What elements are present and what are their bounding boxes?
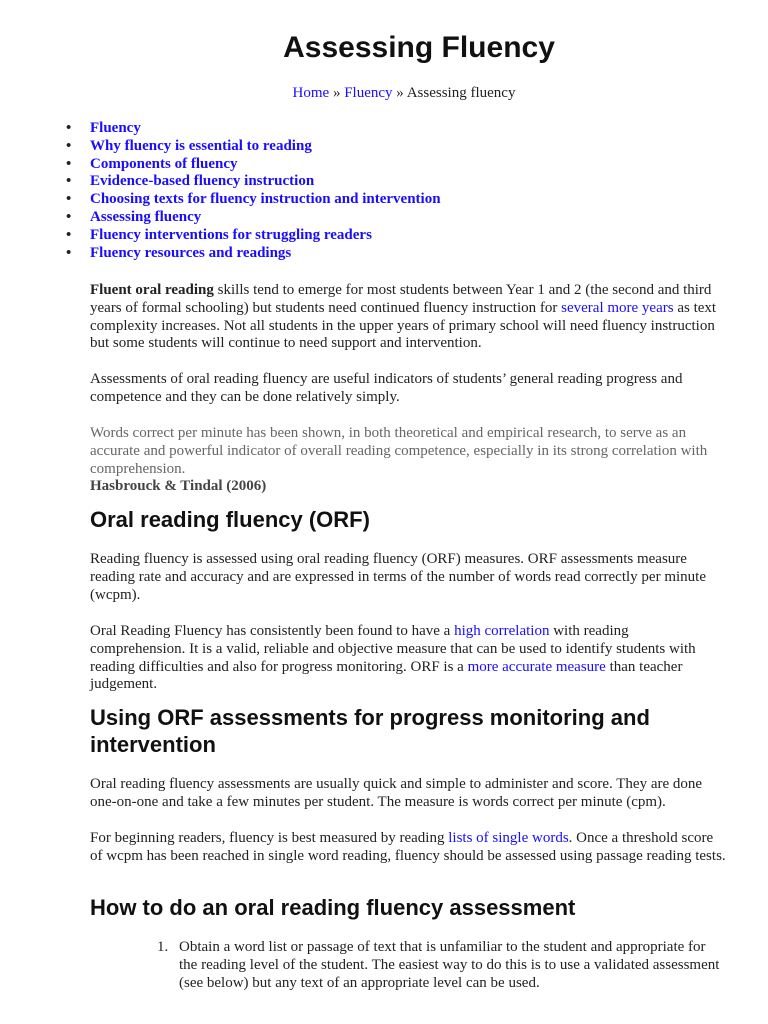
step-item: [157, 939, 724, 992]
orf-text: with reading comprehension. It is a valid, reliable and objective measure that can be used to identify students with reading difficulties and also for progress monitoring. ORF is a: [90, 623, 696, 675]
several-more-years-link[interactable]: several more years: [561, 299, 674, 316]
high-correlation-link[interactable]: high correlation: [454, 623, 550, 639]
section-nav: [66, 120, 441, 262]
quote-citation: Hasbrouck & Tindal (2006): [90, 478, 267, 495]
more-accurate-measure-link[interactable]: more accurate measure: [467, 658, 606, 675]
bullet-icon: •: [66, 120, 72, 136]
page-title: Assessing Fluency: [283, 31, 555, 64]
nav-item: [66, 244, 441, 263]
using-text: For beginning readers, fluency is best measured by reading: [90, 830, 449, 846]
nav-item: [66, 155, 441, 174]
orf-paragraph-1: [90, 551, 726, 604]
bullet-icon: •: [66, 191, 72, 208]
orf-text: than teacher judgement.: [90, 658, 683, 693]
bullet-icon: •: [66, 137, 72, 154]
quote-block: [90, 425, 726, 496]
step-number: 1.: [157, 939, 169, 955]
bullet-icon: •: [66, 155, 72, 172]
nav-item: [66, 208, 441, 227]
bullet-icon: •: [66, 244, 72, 261]
using-text: . Once a threshold score of wcpm has been reached in single word reading, fluency should be assessed using passage reading tests.: [90, 830, 726, 864]
orf-text: Reading fluency is assessed using oral reading fluency (ORF) measures. ORF assessments measure reading rate and accuracy and are expressed in terms of the number of words read correctly per minute (wcpm).: [90, 551, 706, 603]
nav-link-fluency[interactable]: Fluency: [90, 120, 141, 136]
breadcrumb: [0, 84, 768, 102]
nav-link-interventions[interactable]: Fluency interventions for struggling readers: [90, 226, 372, 243]
breadcrumb-current: Assessing fluency: [406, 85, 516, 101]
breadcrumb-separator: »: [329, 85, 345, 101]
using-paragraph-1: [90, 776, 726, 812]
intro-paragraph: [90, 282, 726, 353]
nav-link-components[interactable]: Components of fluency: [90, 155, 238, 172]
bullet-icon: •: [66, 173, 72, 190]
breadcrumb-fluency-link[interactable]: Fluency: [344, 85, 393, 101]
quote-text: Words correct per minute has been shown, in both theoretical and empirical research, to serve as an accurate and powerful indicator of overall reading competence, especially in its strong correlation with comprehension.: [90, 425, 708, 477]
nav-link-resources[interactable]: Fluency resources and readings: [90, 244, 292, 261]
using-text: Oral reading fluency assessments are usually quick and simple to administer and score. They are done one-on-one and take a few minutes per student. The measure is words correct per minute (cpm).: [90, 776, 703, 810]
lists-of-single-words-link[interactable]: lists of single words: [448, 830, 569, 846]
using-paragraph-2: [90, 830, 726, 866]
intro-text: as text complexity increases. Not all students in the upper years of primary school will need fluency instruction but some students will continue to need support and intervention.: [90, 299, 717, 352]
how-to-heading: How to do an oral reading fluency assessment: [90, 895, 576, 920]
assessment-text: Assessments of oral reading fluency are useful indicators of students’ general reading progress and competence and they can be done relatively simply.: [90, 371, 683, 405]
nav-link-assessing[interactable]: Assessing fluency: [90, 208, 202, 225]
breadcrumb-separator: »: [392, 85, 407, 101]
orf-text: Oral Reading Fluency has consistently been found to have a: [90, 623, 455, 639]
bullet-icon: •: [66, 208, 72, 225]
nav-item: [66, 226, 441, 245]
intro-text: skills tend to emerge for most students between Year 1 and 2 (the second and third years of formal schooling) but students need continued fluency instruction for: [90, 282, 712, 316]
nav-item: [66, 137, 441, 156]
orf-heading: Oral reading fluency (ORF): [90, 507, 370, 532]
nav-item: [66, 120, 441, 138]
nav-link-choosing-texts[interactable]: Choosing texts for fluency instruction and intervention: [90, 191, 441, 208]
nav-item: [66, 173, 441, 191]
assessment-paragraph: [90, 371, 726, 407]
nav-link-why-fluency[interactable]: Why fluency is essential to reading: [90, 137, 312, 154]
how-to-steps: [157, 939, 724, 992]
step-text: Obtain a word list or passage of text that is unfamiliar to the student and appropriate for the reading level of the student. The easiest way to do this is to use a validated assessment (see below) but any text of an appropriate level can be used.: [179, 939, 720, 991]
breadcrumb-home-link[interactable]: Home: [292, 85, 330, 101]
nav-link-evidence-based[interactable]: Evidence-based fluency instruction: [90, 173, 315, 190]
intro-bold: Fluent oral reading: [90, 282, 214, 298]
using-orf-heading: Using ORF assessments for progress monitoring and intervention: [90, 705, 650, 757]
nav-item: [66, 191, 441, 209]
orf-paragraph-2: [90, 623, 726, 694]
bullet-icon: •: [66, 226, 72, 243]
